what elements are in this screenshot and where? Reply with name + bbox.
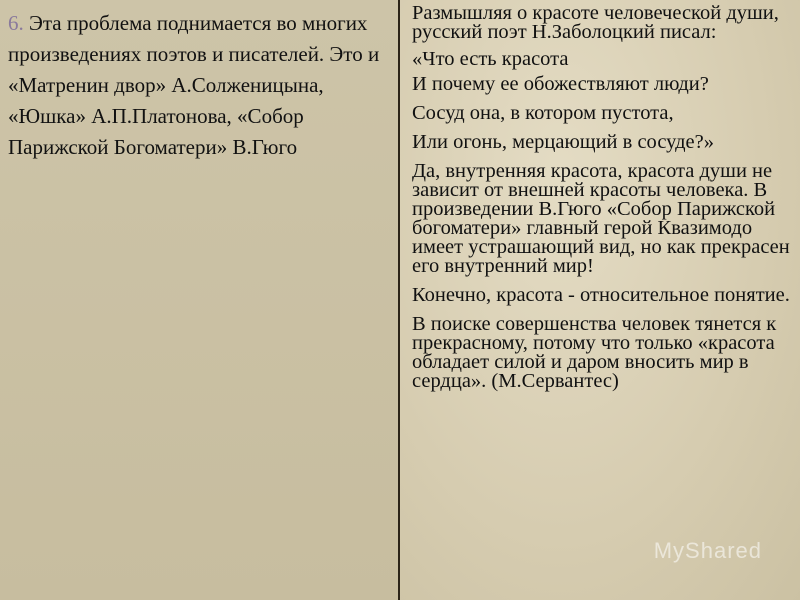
right-cell bbox=[400, 0, 800, 600]
left-text: Эта проблема поднимается во многих произведениях поэтов и писателей. Это и «Матренин двор» А.Солженицына, «Юшка» А.П.Платонова, «Собор Парижской Богоматери» В.Гюго bbox=[8, 11, 380, 159]
right-paragraph-2: «Что есть красота bbox=[412, 48, 569, 70]
left-paragraph bbox=[8, 8, 388, 163]
right-paragraph-1: Размышляя о красоте человеческой души, русский поэт Н.Заболоцкий писал: bbox=[412, 2, 779, 43]
watermark: MyShared bbox=[653, 538, 762, 563]
right-paragraph-3: И почему ее обожествляют люди? bbox=[412, 73, 709, 95]
right-paragraph-8: В поиске совершенства человек тянется к прекрасному, потому что только «красота обладает силой и даром вносить мир в сердца». (М.Сервантес) bbox=[412, 313, 777, 392]
right-paragraph-6: Да, внутренняя красота, красота души не зависит от внешней красоты человека. В произведении В.Гюго «Собор Парижской богоматери» главный герой Квазимодо имеет устрашающий вид, но как прекрасен его внутренний мир! bbox=[412, 160, 790, 277]
right-paragraph-5: Или огонь, мерцающий в сосуде?» bbox=[412, 131, 714, 153]
right-paragraph-4: Сосуд она, в котором пустота, bbox=[412, 102, 674, 124]
right-paragraph-7: Конечно, красота - относительное понятие. bbox=[412, 284, 790, 306]
item-number: 6. bbox=[8, 11, 24, 35]
